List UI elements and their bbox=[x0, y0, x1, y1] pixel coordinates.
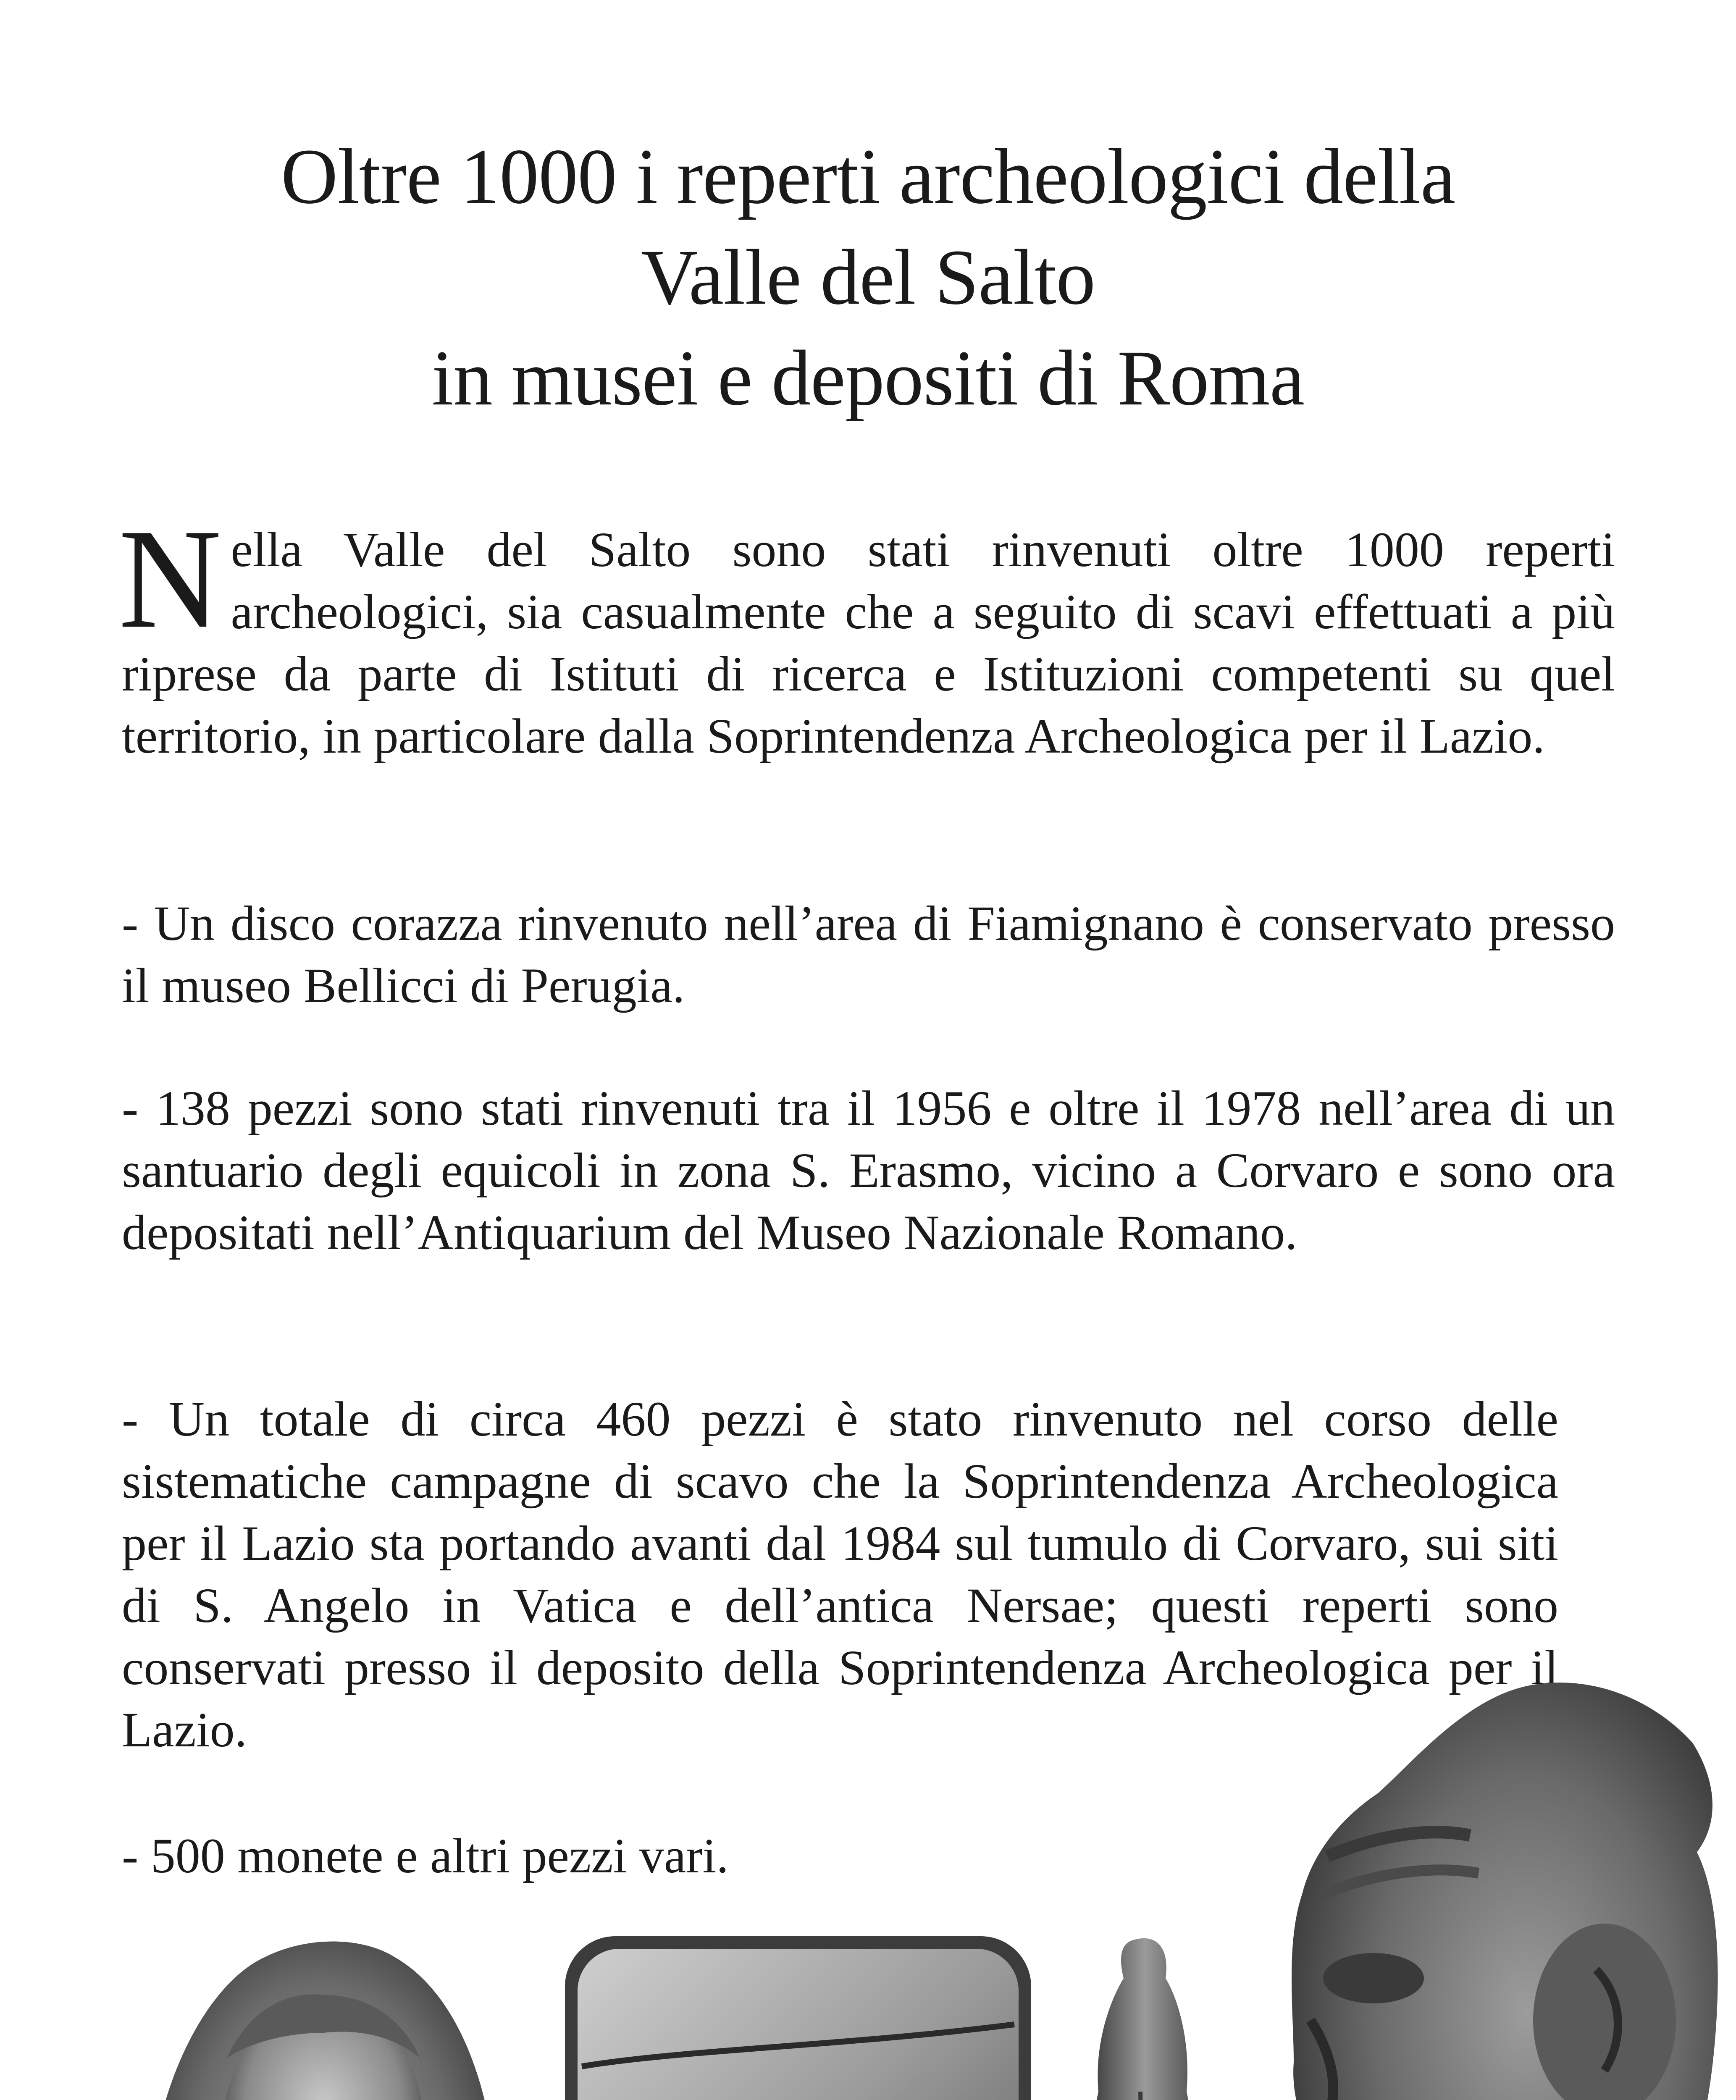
mask-face-image bbox=[557, 1928, 1040, 2100]
large-head-image bbox=[1277, 1676, 1726, 2100]
title-line-3: in musei e depositi di Roma bbox=[431, 334, 1305, 422]
draped-statuette-image bbox=[1073, 1932, 1212, 2100]
item-paragraph bbox=[122, 892, 1615, 1017]
item-santuario: - 138 pezzi sono stati rinvenuti tra il 1956 e oltre il 1978 nell’area di un santuario degli equicoli in zona S. Erasmo, vicino a Corvaro e sono ora depositati nell’Antiquarium del Museo Nazionale Romano. bbox=[122, 1081, 1615, 1260]
item-campagne-scavo: - Un totale di circa 460 pezzi è stato rinvenuto nel corso delle sistematiche campagne di scavo che la Soprintendenza Archeologica per il Lazio sta portando avanti dal 1984 sul tumulo di Corvaro, sui siti di S. Angelo in Vatica e dell’antica Nersae; questi reperti sono conservati presso il deposito della Soprintendenza Archeologica per il Lazio. bbox=[122, 1391, 1558, 1757]
title-line-2: Valle del Salto bbox=[641, 233, 1095, 321]
title-line-1: Oltre 1000 i reperti archeologici della bbox=[281, 132, 1455, 220]
item-monete: - 500 monete e altri pezzi vari. bbox=[122, 1828, 729, 1883]
intro-text: ella Valle del Salto sono stati rinvenuti oltre 1000 reperti archeologici, sia casualmente che a seguito di scavi effettuati a più riprese da parte di Istituti di ricerca e Istituzioni competenti su quel territorio, in particolare dalla Soprintendenza Archeologica per il Lazio. bbox=[122, 522, 1615, 764]
drop-cap: N bbox=[118, 499, 222, 658]
item-disco-corazza: - Un disco corazza rinvenuto nell’area di Fiamignano è conservato presso il museo Bellicci di Perugia. bbox=[122, 896, 1615, 1013]
page-title bbox=[0, 126, 1736, 428]
item-paragraph bbox=[122, 1077, 1615, 1264]
veiled-head-relief-image bbox=[126, 1932, 521, 2100]
intro-paragraph bbox=[118, 499, 1615, 767]
